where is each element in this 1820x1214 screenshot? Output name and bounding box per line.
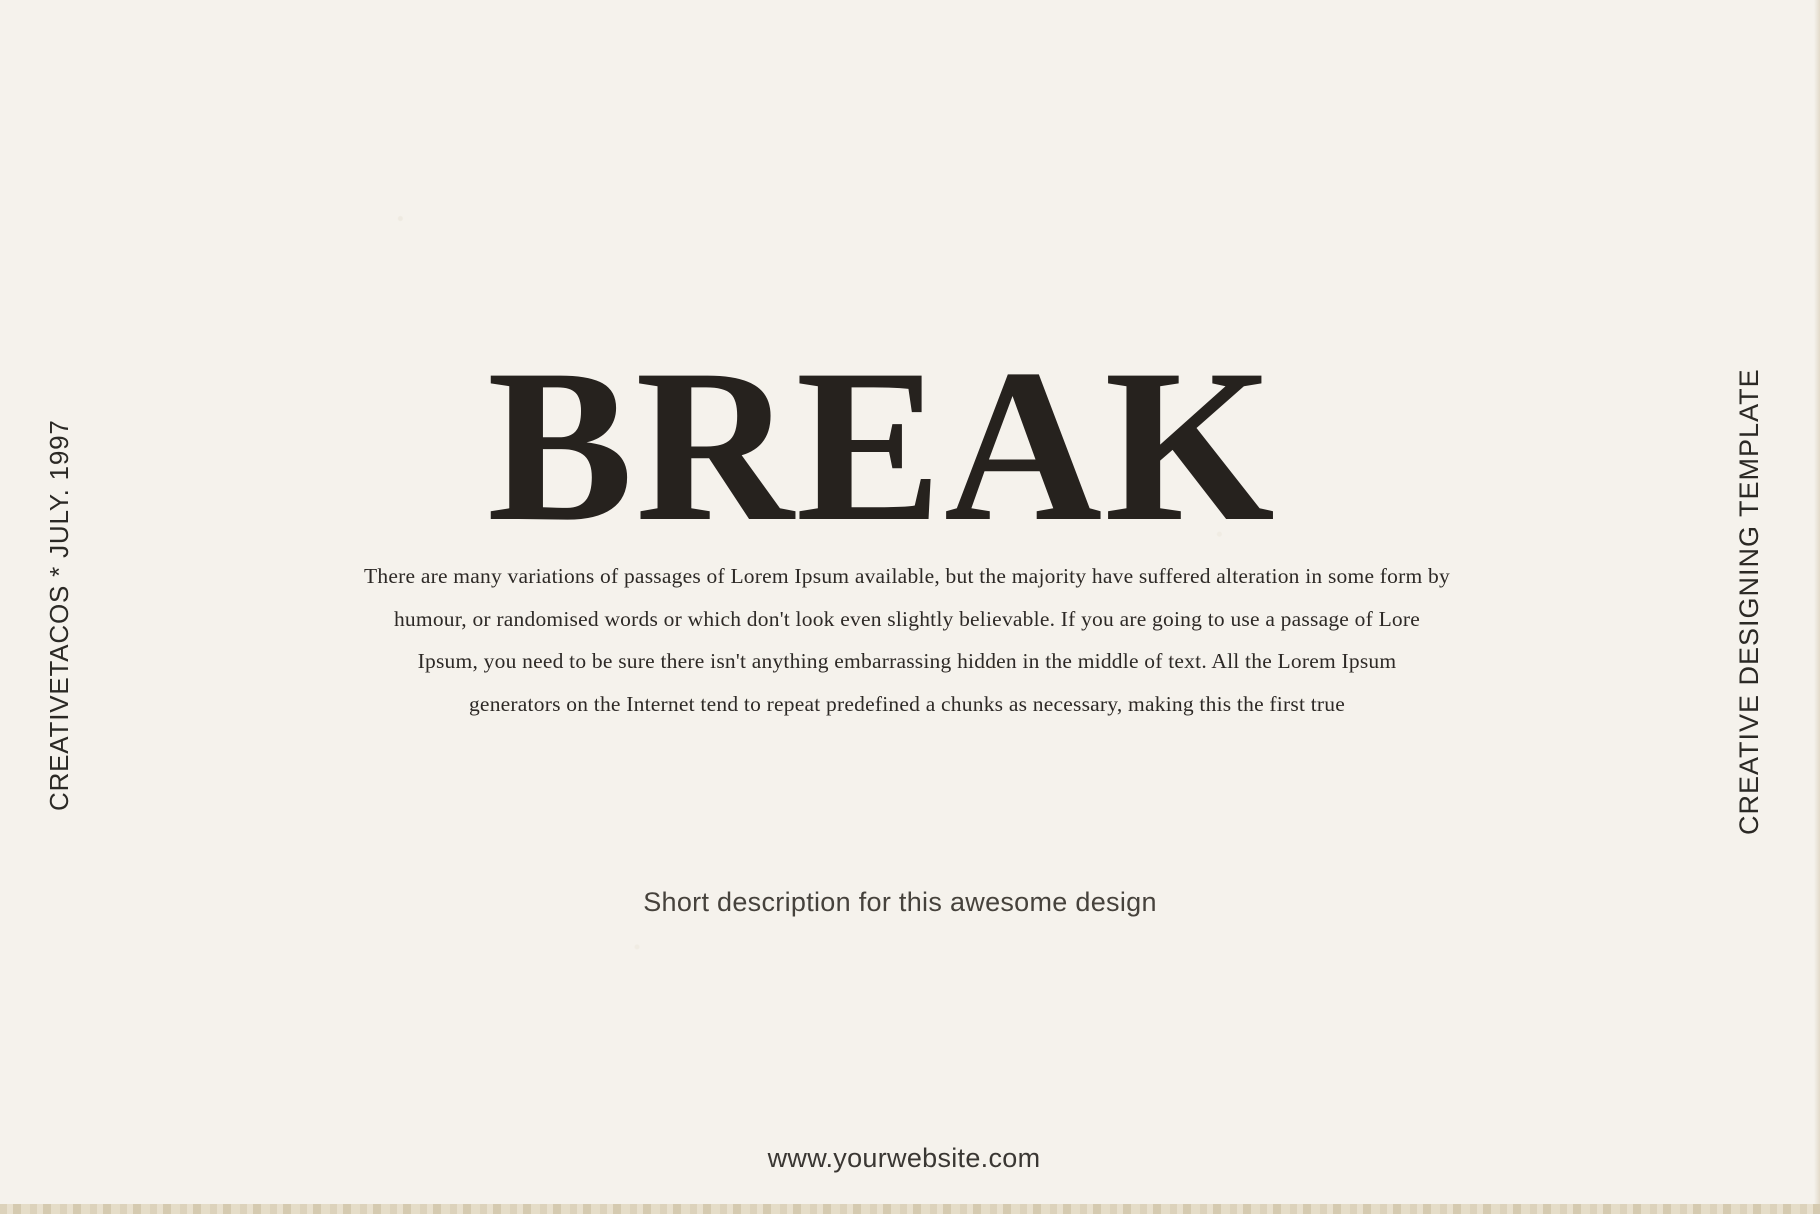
bottom-paper-edge bbox=[0, 1204, 1820, 1214]
short-description: Short description for this awesome design bbox=[643, 887, 1157, 917]
page-title: BREAK bbox=[487, 324, 1277, 567]
body-paragraph bbox=[0, 555, 1814, 725]
right-paper-edge bbox=[1814, 0, 1820, 1204]
paragraph-line: humour, or randomised words or which don't look even slightly believable. If you are going to use a passage of Lore bbox=[393, 606, 1421, 631]
left-vertical-label: CREATIVETACOS * JULY. 1997 bbox=[44, 419, 74, 811]
paragraph-line: There are many variations of passages of Lorem Ipsum available, but the majority have suffered alteration in some form by bbox=[364, 564, 1450, 588]
paragraph-line: Ipsum, you need to be sure there isn't anything embarrassing hidden in the middle of text. All the Lorem Ipsum bbox=[417, 649, 1397, 673]
website-url: www.yourwebsite.com bbox=[767, 1143, 1041, 1173]
paragraph-line: generators on the Internet tend to repeat predefined a chunks as necessary, making this the first true bbox=[468, 691, 1346, 716]
right-vertical-label: CREATIVE DESIGNING TEMPLATE bbox=[1734, 368, 1764, 835]
